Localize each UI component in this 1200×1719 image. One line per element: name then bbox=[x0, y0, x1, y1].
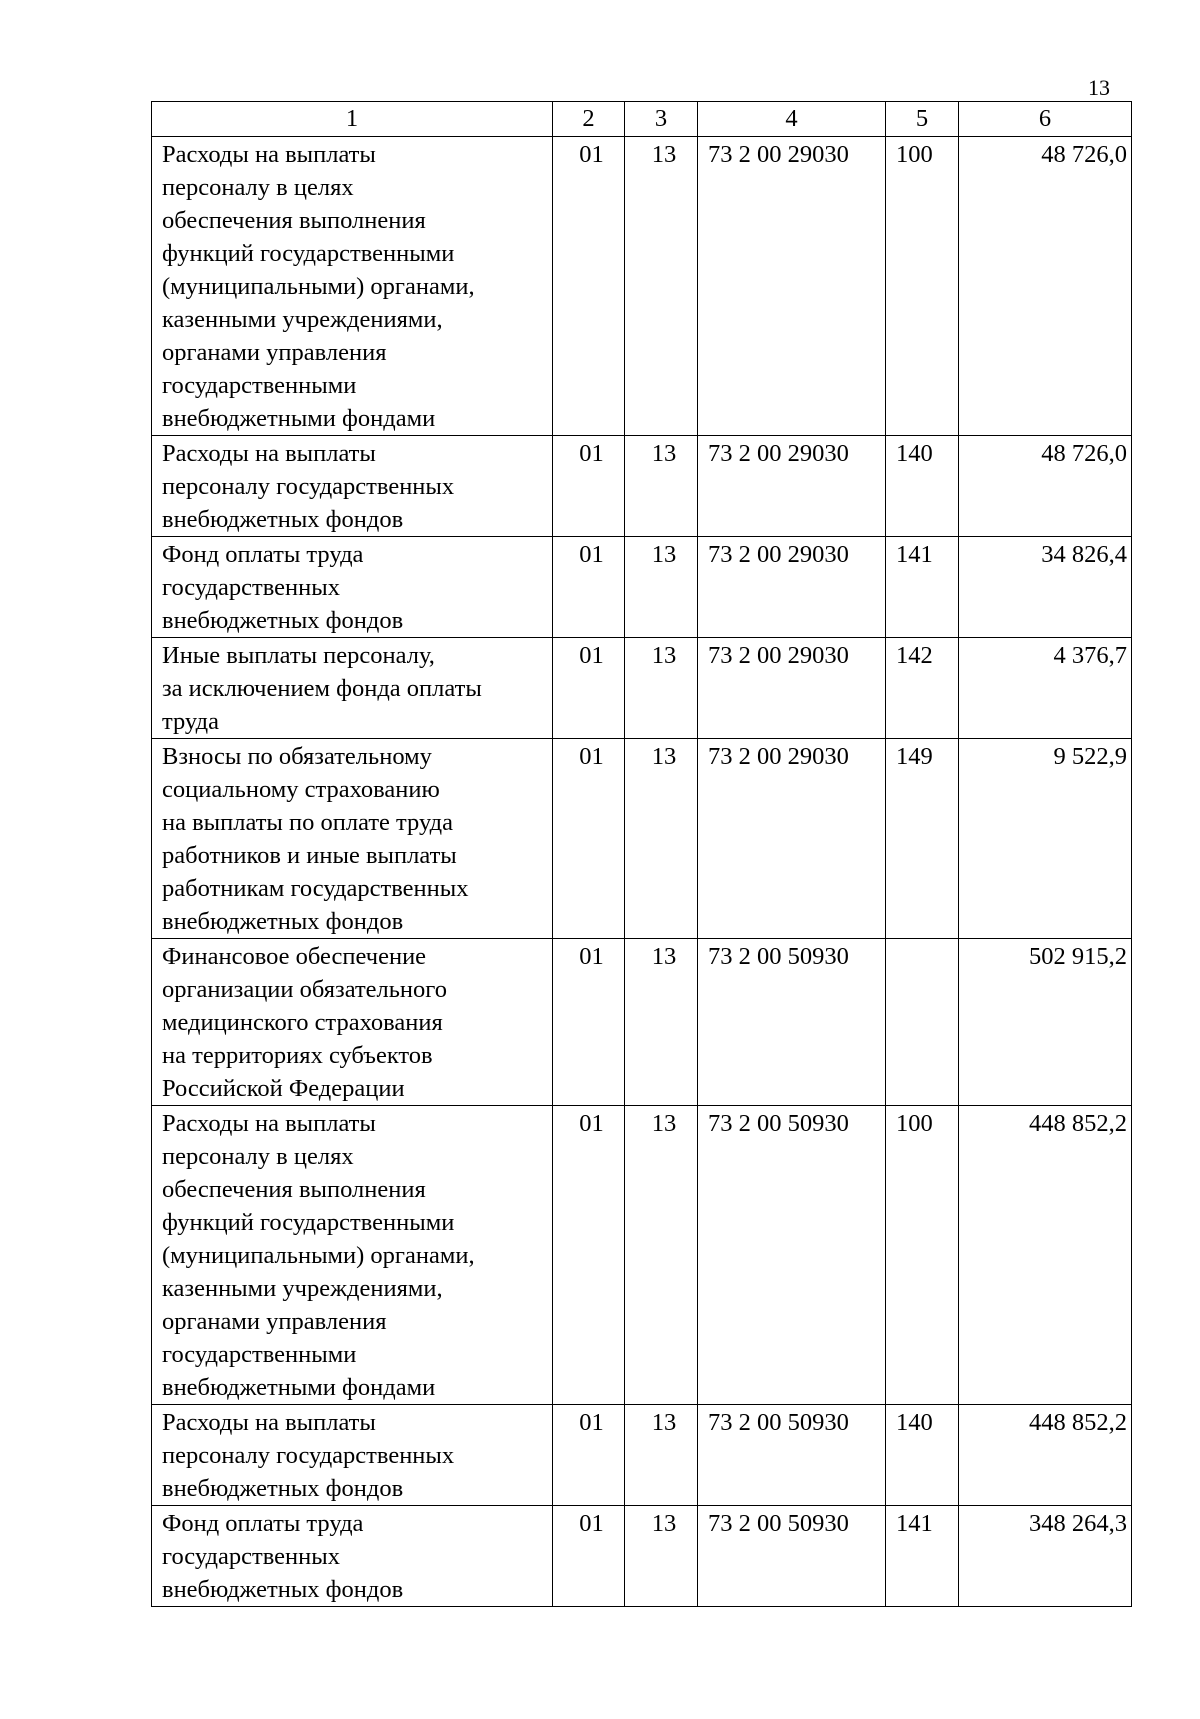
page-number: 13 bbox=[1088, 75, 1110, 100]
table-row bbox=[152, 1106, 1132, 1405]
row-name-line: (муниципальными) органами, bbox=[162, 273, 475, 300]
row-name-line: внебюджетных фондов bbox=[162, 506, 404, 533]
expense-type-cell: 100 bbox=[886, 1106, 959, 1405]
row-name-line: организации обязательного bbox=[162, 976, 447, 1003]
expense-type-cell: 149 bbox=[886, 739, 959, 939]
target-article-cell: 73 2 00 50930 bbox=[698, 1106, 886, 1405]
column-header: 6 bbox=[959, 102, 1132, 137]
sum-cell: 34 826,4 bbox=[959, 537, 1132, 638]
sum-cell: 448 852,2 bbox=[959, 1405, 1132, 1506]
sum-cell: 502 915,2 bbox=[959, 939, 1132, 1106]
sum-cell: 448 852,2 bbox=[959, 1106, 1132, 1405]
column-header: 4 bbox=[698, 102, 886, 137]
row-name-line: государственными bbox=[162, 1341, 357, 1368]
section-cell: 01 bbox=[553, 1506, 625, 1607]
subsection-cell: 13 bbox=[625, 1506, 698, 1607]
row-name-line: персоналу в целях bbox=[162, 174, 354, 201]
row-name-line: Российской Федерации bbox=[162, 1075, 405, 1102]
target-article-cell: 73 2 00 50930 bbox=[698, 939, 886, 1106]
section-cell: 01 bbox=[553, 1106, 625, 1405]
column-header: 2 bbox=[553, 102, 625, 137]
row-name-line: внебюджетных фондов bbox=[162, 607, 404, 634]
subsection-cell: 13 bbox=[625, 1106, 698, 1405]
row-name-line: функций государственными bbox=[162, 1209, 455, 1236]
column-header: 5 bbox=[886, 102, 959, 137]
row-name-line: Финансовое обеспечение bbox=[162, 943, 427, 970]
row-name-line: казенными учреждениями, bbox=[162, 306, 443, 333]
row-name-line: функций государственными bbox=[162, 240, 455, 267]
table-row bbox=[152, 1405, 1132, 1506]
column-header: 3 bbox=[625, 102, 698, 137]
row-name-line: на выплаты по оплате труда bbox=[162, 809, 454, 836]
budget-table bbox=[151, 101, 1132, 1607]
subsection-cell: 13 bbox=[625, 436, 698, 537]
expense-type-cell: 141 bbox=[886, 537, 959, 638]
target-article-cell: 73 2 00 29030 bbox=[698, 638, 886, 739]
row-name-cell bbox=[152, 537, 553, 638]
row-name-line: социальному страхованию bbox=[162, 776, 440, 803]
row-name-cell bbox=[152, 436, 553, 537]
section-cell: 01 bbox=[553, 638, 625, 739]
table-row bbox=[152, 1506, 1132, 1607]
table-row bbox=[152, 739, 1132, 939]
expense-type-cell: 142 bbox=[886, 638, 959, 739]
row-name-line: Фонд оплаты труда bbox=[162, 1510, 364, 1537]
subsection-cell: 13 bbox=[625, 739, 698, 939]
row-name-line: государственных bbox=[162, 1543, 340, 1570]
row-name-line: за исключением фонда оплаты bbox=[162, 675, 482, 702]
sum-cell: 9 522,9 bbox=[959, 739, 1132, 939]
row-name-line: внебюджетными фондами bbox=[162, 1374, 436, 1401]
section-cell: 01 bbox=[553, 1405, 625, 1506]
row-name-line: персоналу государственных bbox=[162, 473, 455, 500]
section-cell: 01 bbox=[553, 436, 625, 537]
row-name-line: обеспечения выполнения bbox=[162, 207, 426, 234]
subsection-cell: 13 bbox=[625, 1405, 698, 1506]
row-name-line: медицинского страхования bbox=[162, 1009, 443, 1036]
sum-cell: 48 726,0 bbox=[959, 436, 1132, 537]
row-name-line: (муниципальными) органами, bbox=[162, 1242, 475, 1269]
row-name-line: Расходы на выплаты bbox=[162, 1409, 376, 1436]
target-article-cell: 73 2 00 29030 bbox=[698, 739, 886, 939]
sum-cell: 4 376,7 bbox=[959, 638, 1132, 739]
row-name-cell bbox=[152, 1405, 553, 1506]
row-name-line: внебюджетных фондов bbox=[162, 1576, 404, 1603]
section-cell: 01 bbox=[553, 137, 625, 436]
table-body bbox=[152, 137, 1132, 1607]
row-name-line: Иные выплаты персоналу, bbox=[162, 642, 435, 669]
sum-cell: 348 264,3 bbox=[959, 1506, 1132, 1607]
row-name-line: Взносы по обязательному bbox=[162, 743, 432, 770]
row-name-line: обеспечения выполнения bbox=[162, 1176, 426, 1203]
row-name-line: Фонд оплаты труда bbox=[162, 541, 364, 568]
table-row bbox=[152, 137, 1132, 436]
row-name-line: внебюджетных фондов bbox=[162, 1475, 404, 1502]
row-name-cell bbox=[152, 137, 553, 436]
row-name-cell bbox=[152, 638, 553, 739]
expense-type-cell: 140 bbox=[886, 1405, 959, 1506]
row-name-line: казенными учреждениями, bbox=[162, 1275, 443, 1302]
sum-cell: 48 726,0 bbox=[959, 137, 1132, 436]
subsection-cell: 13 bbox=[625, 537, 698, 638]
row-name-line: на территориях субъектов bbox=[162, 1042, 433, 1069]
row-name-line: внебюджетных фондов bbox=[162, 908, 404, 935]
expense-type-cell: 141 bbox=[886, 1506, 959, 1607]
row-name-line: внебюджетными фондами bbox=[162, 405, 436, 432]
expense-type-cell bbox=[886, 939, 959, 1106]
row-name-line: работников и иные выплаты bbox=[162, 842, 457, 869]
expense-type-cell: 100 bbox=[886, 137, 959, 436]
row-name-line: органами управления bbox=[162, 1308, 387, 1335]
target-article-cell: 73 2 00 29030 bbox=[698, 537, 886, 638]
target-article-cell: 73 2 00 50930 bbox=[698, 1405, 886, 1506]
row-name-line: работникам государственных bbox=[162, 875, 469, 902]
table-row bbox=[152, 939, 1132, 1106]
row-name-line: Расходы на выплаты bbox=[162, 440, 376, 467]
row-name-line: труда bbox=[162, 708, 219, 735]
target-article-cell: 73 2 00 29030 bbox=[698, 436, 886, 537]
subsection-cell: 13 bbox=[625, 638, 698, 739]
subsection-cell: 13 bbox=[625, 939, 698, 1106]
row-name-line: Расходы на выплаты bbox=[162, 141, 376, 168]
section-cell: 01 bbox=[553, 739, 625, 939]
row-name-line: государственными bbox=[162, 372, 357, 399]
row-name-line: персоналу в целях bbox=[162, 1143, 354, 1170]
target-article-cell: 73 2 00 50930 bbox=[698, 1506, 886, 1607]
row-name-line: персоналу государственных bbox=[162, 1442, 455, 1469]
table-row bbox=[152, 638, 1132, 739]
expense-type-cell: 140 bbox=[886, 436, 959, 537]
target-article-cell: 73 2 00 29030 bbox=[698, 137, 886, 436]
header-row bbox=[152, 102, 1132, 137]
section-cell: 01 bbox=[553, 939, 625, 1106]
row-name-line: Расходы на выплаты bbox=[162, 1110, 376, 1137]
row-name-cell bbox=[152, 939, 553, 1106]
row-name-cell bbox=[152, 739, 553, 939]
table-row bbox=[152, 436, 1132, 537]
section-cell: 01 bbox=[553, 537, 625, 638]
row-name-line: органами управления bbox=[162, 339, 387, 366]
row-name-line: государственных bbox=[162, 574, 340, 601]
row-name-cell bbox=[152, 1506, 553, 1607]
subsection-cell: 13 bbox=[625, 137, 698, 436]
table-row bbox=[152, 537, 1132, 638]
row-name-cell bbox=[152, 1106, 553, 1405]
column-header: 1 bbox=[152, 102, 553, 137]
